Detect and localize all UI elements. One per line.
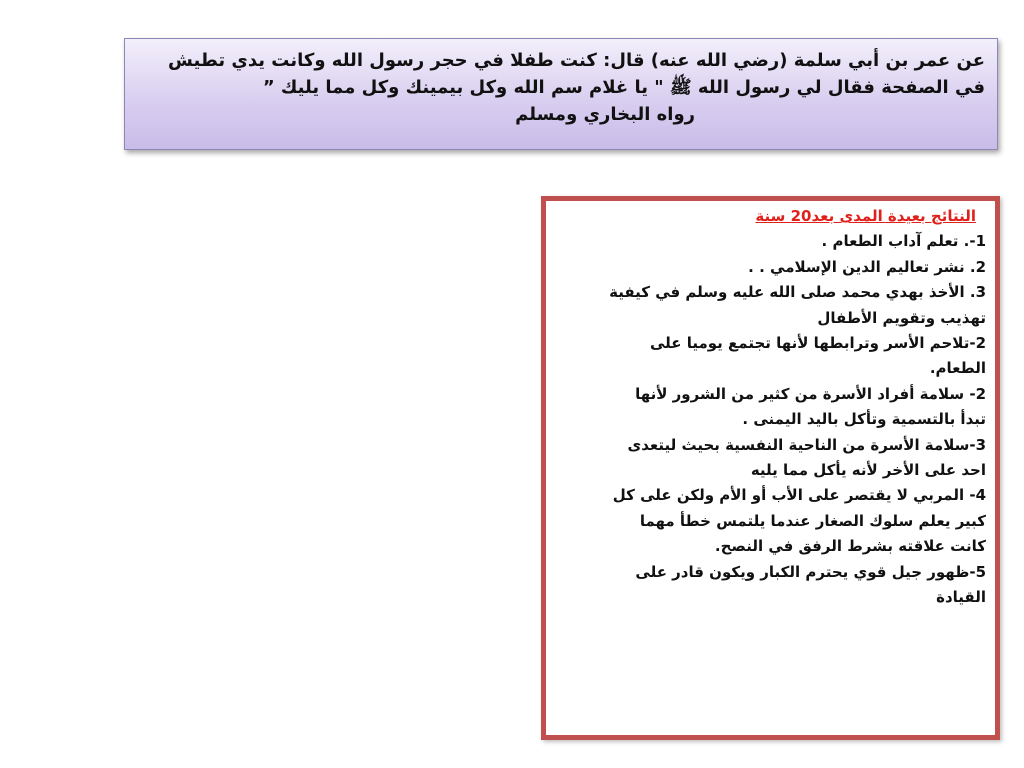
results-title: النتائج بعيدة المدى بعد20 سنة <box>755 207 976 225</box>
results-line: الطعام. <box>929 359 986 378</box>
results-line: تهذيب وتقويم الأطفال <box>817 308 986 327</box>
results-line: 2. نشر تعاليم الدين الإسلامي . . <box>748 257 986 276</box>
results-line: 4- المربي لا يقتصر على الأب أو الأم ولكن على كل <box>612 486 986 505</box>
results-line: 2- سلامة أفراد الأسرة من كثير من الشرور لأنها <box>635 384 986 403</box>
results-line: 1-. تعلم آداب الطعام . <box>821 232 986 251</box>
hadith-line-1: عن عمر بن أبي سلمة (رضي الله عنه) قال: كنت طفلا في حجر رسول الله وكانت يدي تطيش <box>168 50 985 71</box>
results-line: 3-سلامة الأسرة من الناحية النفسية بحيث ليتعدى <box>627 435 986 454</box>
results-line: تبدأ بالتسمية وتأكل باليد اليمنى . <box>742 410 986 429</box>
results-line: 2-تلاحم الأسر وترابطها لأنها تجتمع يوميا على <box>649 334 986 353</box>
hadith-source: رواه البخاري ومسلم <box>515 104 695 125</box>
results-line: 3. الأخذ بهدي محمد صلى الله عليه وسلم في كيفية <box>609 283 986 302</box>
results-line: القيادة <box>936 588 986 607</box>
hadith-box <box>124 38 998 150</box>
results-box <box>541 196 1000 740</box>
results-line: احد على الأخر لأنه يأكل مما يليه <box>750 461 986 480</box>
results-line: 5-ظهور جيل قوي يحترم الكبار ويكون قادر على <box>635 562 986 581</box>
hadith-line-2: في الصفحة فقال لي رسول الله ﷺ " يا غلام سم الله وكل بيمينك وكل مما يليك ” <box>262 77 985 98</box>
results-line: كبير يعلم سلوك الصغار عندما يلتمس خطأ مهما <box>639 511 986 530</box>
results-line: كانت علاقته بشرط الرفق في النصح. <box>714 537 986 556</box>
